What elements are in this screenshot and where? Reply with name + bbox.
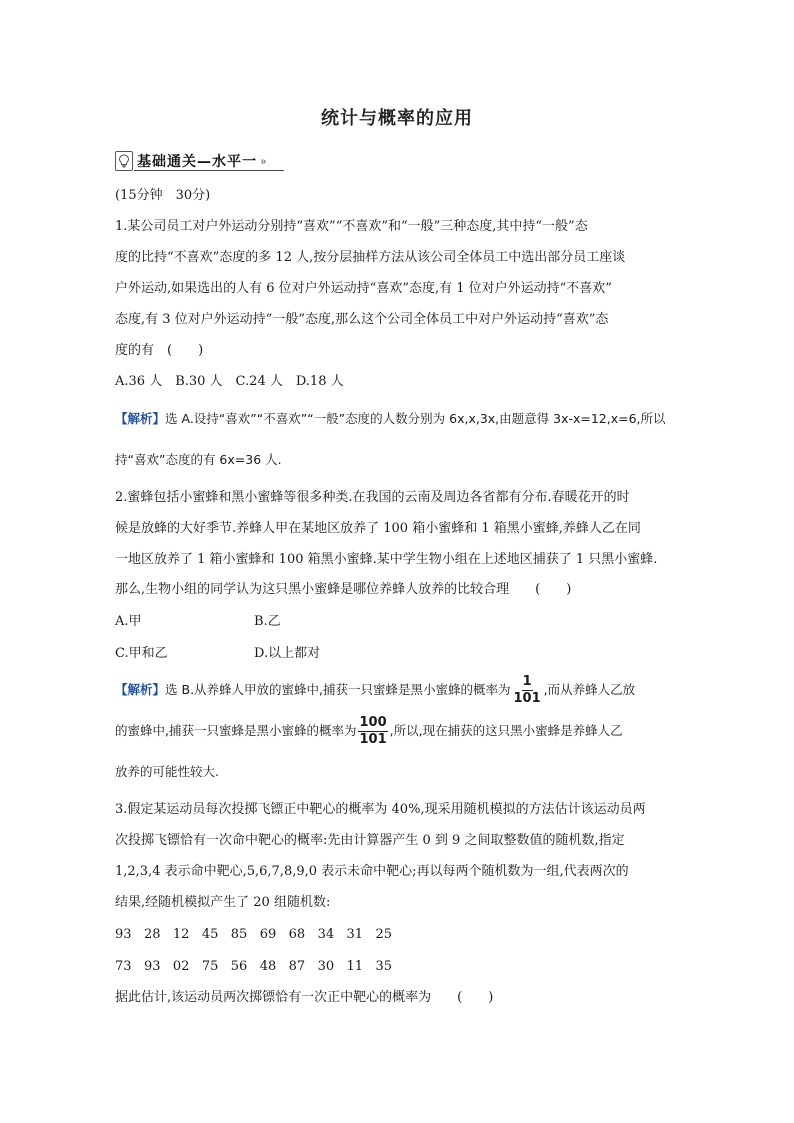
analysis-text: 的蜜蜂中,捕获一只蜜蜂是黑小蜜蜂的概率为 <box>115 723 357 738</box>
lightbulb-icon <box>115 151 133 171</box>
fraction-numerator: 100 <box>359 715 387 730</box>
q1-line: 态度,有 3 位对户外运动持“一般”态度,那么这个公司全体员工中对户外运动持“喜欢”态 <box>115 312 609 327</box>
analysis-text: ,而从养蜂人乙放 <box>543 682 636 697</box>
fraction-numerator: 1 <box>522 674 532 689</box>
q1-options: A.36 人 B.30 人 C.24 人 D.18 人 <box>115 374 344 389</box>
q2-line: 候是放蜂的大好季节.养蜂人甲在某地区放养了 100 箱小蜜蜂和 1 箱黑小蜜蜂,养蜂人乙在同 <box>115 521 641 536</box>
q2-option-c: C.甲和乙 <box>115 646 168 661</box>
q1-line: 1.某公司员工对户外运动分别持“喜欢”“不喜欢”和“一般”三种态度,其中持“一般”态 <box>115 219 588 234</box>
q2-line: 2.蜜蜂包括小蜜蜂和黑小蜜蜂等很多种类.在我国的云南及周边各省都有分布.春暖花开的时 <box>115 490 630 505</box>
q3-line: 1,2,3,4 表示命中靶心,5,6,7,8,9,0 表示未命中靶心;再以每两个随机数为一组,代表两次的 <box>115 864 629 879</box>
analysis-text: 选 B.从养蜂人甲放的蜜蜂中,捕获一只蜜蜂是黑小蜜蜂的概率为 <box>165 682 511 697</box>
q2-line: 一地区放养了 1 箱小蜜蜂和 100 箱黑小蜜蜂.某中学生物小组在上述地区捕获了 1 只黑小蜜蜂. <box>115 552 658 567</box>
q2-analysis-cont <box>115 712 623 750</box>
q1-line: 户外运动,如果选出的人有 6 位对户外运动持“喜欢”态度,有 1 位对户外运动持“不喜欢” <box>115 281 612 296</box>
q3-line: 结果,经随机模拟产生了 20 组随机数: <box>115 895 331 910</box>
section-underline <box>134 170 284 171</box>
q1-line: 度的有 ( ) <box>115 343 204 358</box>
analysis-text: 选 A.设持“喜欢”“不喜欢”“一般”态度的人数分别为 6x,x,3x,由题意得 3x-x=12,x=6,所以 <box>165 411 666 426</box>
section-label: 基础通关—水平一 <box>137 154 257 170</box>
fraction <box>358 715 387 748</box>
q2-option-d: D.以上都对 <box>254 646 321 661</box>
q2-analysis-end: 放养的可能性较大. <box>115 764 219 779</box>
analysis-tag: 【解析】 <box>115 411 166 426</box>
q2-analysis <box>115 673 635 707</box>
q1-analysis-cont: 持“喜欢”态度的有 6x=36 人. <box>115 452 282 467</box>
time-score: (15分钟 30分) <box>115 188 211 203</box>
fraction <box>513 674 542 707</box>
analysis-tag: 【解析】 <box>115 682 166 697</box>
q1-analysis <box>115 409 666 429</box>
q2-option-a: A.甲 <box>115 614 142 629</box>
fraction-denominator: 101 <box>513 691 541 706</box>
chevron-right-icon: » <box>260 154 267 168</box>
q3-line: 3.假定某运动员每次投掷飞镖正中靶心的概率为 40%,现采用随机模拟的方法估计该运动员两 <box>115 802 646 817</box>
analysis-text: ,所以,现在捕获的这只黑小蜜蜂是养蜂人乙 <box>389 723 623 738</box>
section-header <box>115 150 267 172</box>
q2-line: 那么,生物小组的同学认为这只黑小蜜蜂是哪位养蜂人放养的比较合理 ( ) <box>115 582 572 597</box>
q1-line: 度的比持“不喜欢”态度的多 12 人,按分层抽样方法从该公司全体员工中选出部分员工座谈 <box>115 250 626 265</box>
random-numbers-row: 93 28 12 45 85 69 68 34 31 25 <box>115 927 392 942</box>
fraction-denominator: 101 <box>359 732 387 747</box>
q3-line: 次投掷飞镖恰有一次命中靶心的概率:先由计算器产生 0 到 9 之间取整数值的随机数,指定 <box>115 833 625 848</box>
q3-question: 据此估计,该运动员两次掷镖恰有一次正中靶心的概率为 ( ) <box>115 990 494 1005</box>
page-title: 统计与概率的应用 <box>321 108 473 129</box>
q2-option-b: B.乙 <box>254 614 281 629</box>
random-numbers-row: 73 93 02 75 56 48 87 30 11 35 <box>115 959 392 974</box>
